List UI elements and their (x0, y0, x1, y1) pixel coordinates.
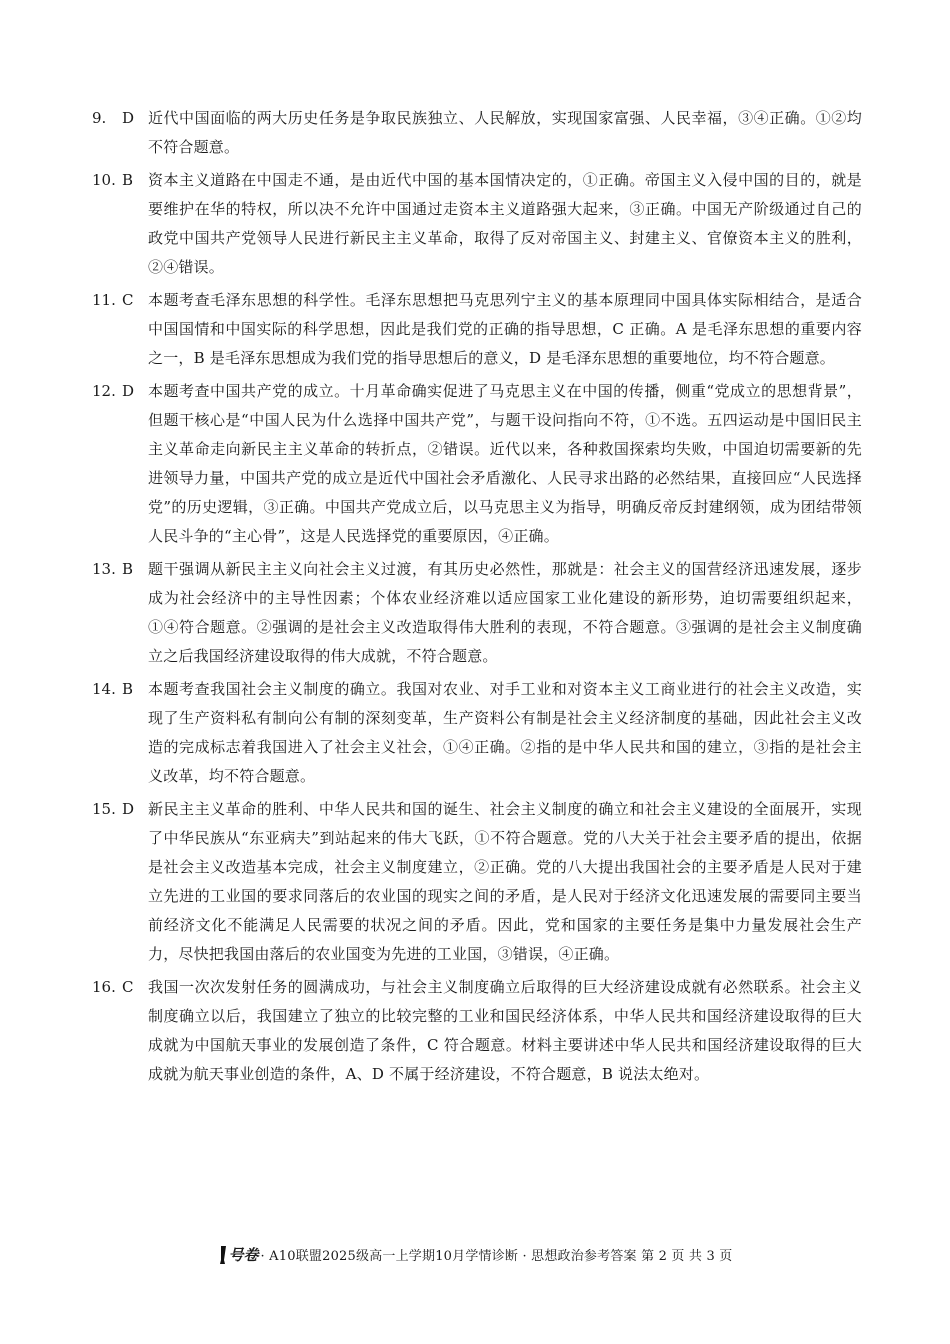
answer-label (92, 104, 148, 133)
answer-label (92, 675, 148, 704)
answer-explanation: 我国一次次发射任务的圆满成功，与社会主义制度确立后取得的巨大经济建设成就有必然联系。社会主义制度确立以后，我国建立了独立的比较完整的工业和国民经济体系，中华人民共和国经济建设取得的巨大成就为中国航天事业的发展创造了条件，C 符合题意。材料主要讲述中华人民共和国经济建设取得的巨大成就为航天事业创造的条件，A、D 不属于经济建设，不符合题意，B 说法太绝对。 (148, 978, 862, 1083)
brush-stroke-icon (218, 1245, 228, 1265)
page-footer (0, 1244, 950, 1265)
answer-letter: D (122, 109, 135, 127)
answer-letter: D (122, 800, 135, 818)
question-number: 13. (92, 560, 116, 578)
answer-item-10 (92, 166, 862, 282)
answer-explanation: 本题考查中国共产党的成立。十月革命确实促进了马克思主义在中国的传播，侧重“党成立的思想背景”，但题干核心是“中国人民为什么选择中国共产党”，与题干设问指向不符，①不选。五四运动是中国旧民主主义革命走向新民主主义革命的转折点，②错误。近代以来，各种救国探索均失败，中国迫切需要新的先进领导力量，中国共产党的成立是近代中国社会矛盾激化、人民寻求出路的必然结果，直接回应“人民选择党”的历史逻辑，③正确。中国共产党成立后，以马克思主义为指导，明确反帝反封建纲领，成为团结带领人民斗争的“主心骨”，这是人民选择党的重要原因，④正确。 (148, 382, 862, 545)
answer-letter: D (122, 382, 135, 400)
answer-letter: C (122, 291, 134, 309)
answer-letter: B (122, 680, 134, 698)
brand-logo-text: 号卷 (228, 1246, 259, 1264)
answer-item-12 (92, 377, 862, 551)
brand-logo (218, 1244, 259, 1265)
answer-item-16 (92, 973, 862, 1089)
footer-caption: · A10联盟2025级高一上学期10月学情诊断 · 思想政治参考答案 第 2 页 共 3 页 (260, 1249, 733, 1264)
answer-item-9 (92, 104, 862, 162)
answer-list (92, 104, 862, 1093)
answer-label (92, 286, 148, 315)
answer-item-14 (92, 675, 862, 791)
answer-label (92, 973, 148, 1002)
answer-label (92, 166, 148, 195)
answer-explanation: 题干强调从新民主主义向社会主义过渡，有其历史必然性，那就是：社会主义的国营经济迅速发展，逐步成为社会经济中的主导性因素；个体农业经济难以适应国家工业化建设的新形势，迫切需要组织起来，①④符合题意。②强调的是社会主义改造取得伟大胜利的表现，不符合题意。③强调的是社会主义制度确立之后我国经济建设取得的伟大成就，不符合题意。 (148, 560, 862, 665)
answer-item-11 (92, 286, 862, 373)
answer-explanation: 近代中国面临的两大历史任务是争取民族独立、人民解放，实现国家富强、人民幸福，③④正确。①②均不符合题意。 (148, 109, 862, 156)
answer-explanation: 本题考查毛泽东思想的科学性。毛泽东思想把马克思列宁主义的基本原理同中国具体实际相结合，是适合中国国情和中国实际的科学思想，因此是我们党的正确的指导思想，C 正确。A 是毛泽东思想的重要内容之一，B 是毛泽东思想成为我们党的指导思想后的意义，D 是毛泽东思想的重要地位，均不符合题意。 (148, 291, 862, 367)
question-number: 9. (92, 109, 107, 127)
answer-label (92, 377, 148, 406)
question-number: 10. (92, 171, 116, 189)
answer-item-15 (92, 795, 862, 969)
answer-letter: C (122, 978, 134, 996)
answer-letter: B (122, 171, 134, 189)
answer-explanation: 本题考查我国社会主义制度的确立。我国对农业、对手工业和对资本主义工商业进行的社会主义改造，实现了生产资料私有制向公有制的深刻变革，生产资料公有制是社会主义经济制度的基础，因此社会主义改造的完成标志着我国进入了社会主义社会，①④正确。②指的是中华人民共和国的建立，③指的是社会主义改革，均不符合题意。 (148, 680, 862, 785)
answer-letter: B (122, 560, 134, 578)
question-number: 15. (92, 800, 116, 818)
answer-label (92, 795, 148, 824)
question-number: 14. (92, 680, 116, 698)
question-number: 11. (92, 291, 116, 309)
answer-explanation: 新民主主义革命的胜利、中华人民共和国的诞生、社会主义制度的确立和社会主义建设的全面展开，实现了中华民族从“东亚病夫”到站起来的伟大飞跃，①不符合题意。党的八大关于社会主要矛盾的提出，依据是社会主义改造基本完成，社会主义制度建立，②正确。党的八大提出我国社会的主要矛盾是人民对于建立先进的工业国的要求同落后的农业国的现实之间的矛盾，是人民对于经济文化迅速发展的需要同主要当前经济文化不能满足人民需要的状况之间的矛盾。因此，党和国家的主要任务是集中力量发展社会生产力，尽快把我国由落后的农业国变为先进的工业国，③错误，④正确。 (148, 800, 862, 963)
question-number: 16. (92, 978, 116, 996)
question-number: 12. (92, 382, 116, 400)
answer-explanation: 资本主义道路在中国走不通，是由近代中国的基本国情决定的，①正确。帝国主义入侵中国的目的，就是要维护在华的特权，所以决不允许中国通过走资本主义道路强大起来，③正确。中国无产阶级通过自己的政党中国共产党领导人民进行新民主主义革命，取得了反对帝国主义、封建主义、官僚资本主义的胜利，②④错误。 (148, 171, 862, 276)
answer-label (92, 555, 148, 584)
answer-item-13 (92, 555, 862, 671)
